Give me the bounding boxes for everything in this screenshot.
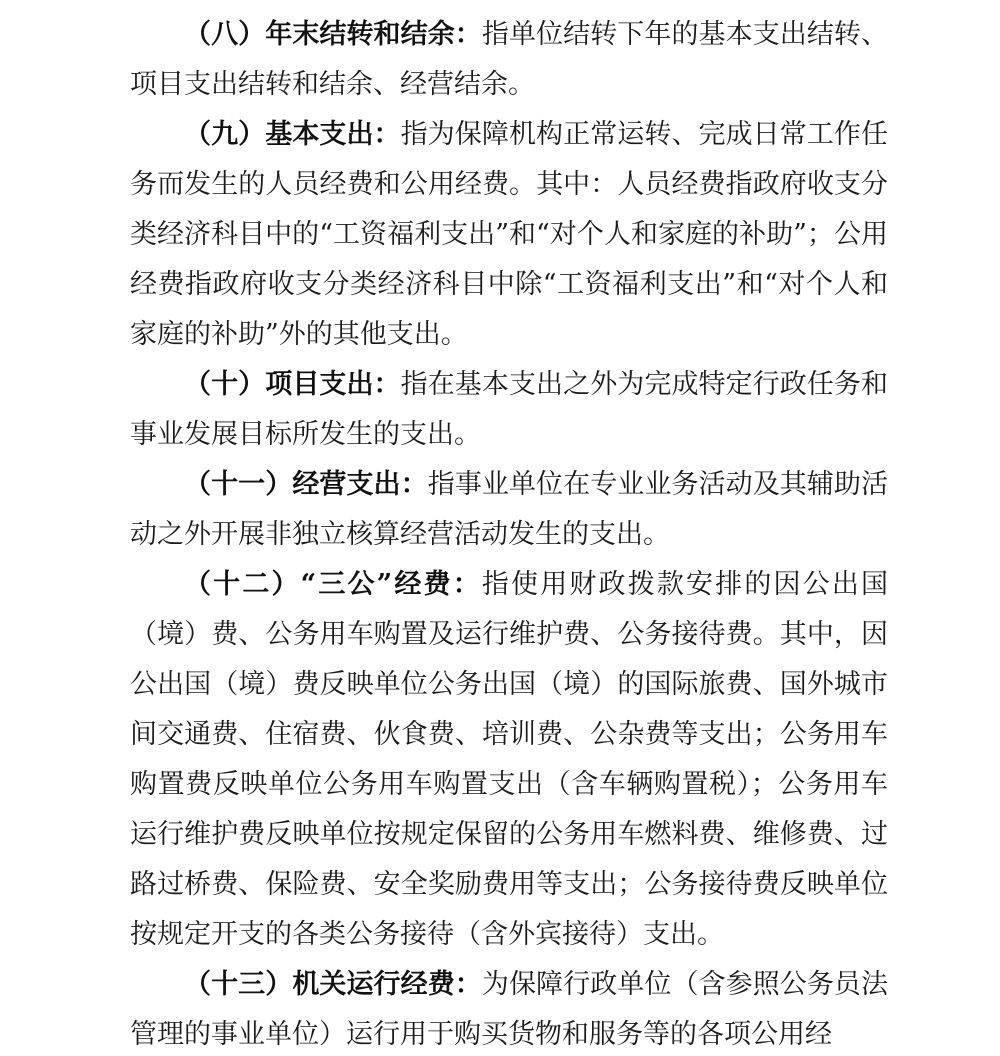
paragraph-heading: （十三）机关运行经费：	[184, 969, 482, 1000]
paragraph-three-public-funds	[130, 560, 888, 960]
paragraph-heading: （八）年末结转和结余：	[184, 19, 482, 50]
paragraph-heading: （十一）经营支出：	[184, 469, 428, 500]
paragraph-operating-expenditure	[130, 460, 888, 560]
paragraph-body: 为保障行政单位（含参照公务员法管理的事业单位）运行用于购买货物和服务等的各项公用经	[130, 969, 889, 1050]
paragraph-basic-expenditure	[130, 110, 888, 360]
paragraph-body: 指单位结转下年的基本支出结转、项目支出结转和结余、经营结余。	[130, 19, 889, 100]
paragraph-heading: （十）项目支出：	[184, 369, 401, 400]
paragraph-heading: （十二）“三公”经费：	[184, 569, 482, 600]
paragraph-body: 指在基本支出之外为完成特定行政任务和事业发展目标所发生的支出。	[130, 369, 888, 450]
paragraph-body: 指为保障机构正常运转、完成日常工作任务而发生的人员经费和公用经费。其中：人员经费指政府收支分类经济科目中的“工资福利支出”和“对个人和家庭的补助”；公用经费指政府收支分类经济科目中除“工资福利支出”和“对个人和家庭的补助”外的其他支出。	[130, 119, 888, 350]
paragraph-agency-operating-funds	[130, 960, 888, 1056]
paragraph-body: 指使用财政拨款安排的因公出国（境）费、公务用车购置及运行维护费、公务接待费。其中，因公出国（境）费反映单位公务出国（境）的国际旅费、国外城市间交通费、住宿费、伙食费、培训费、公杂费等支出；公务用车购置费反映单位公务用车购置支出（含车辆购置税）；公务用车运行维护费反映单位按规定保留的公务用车燃料费、维修费、过路过桥费、保险费、安全奖励费用等支出；公务接待费反映单位按规定开支的各类公务接待（含外宾接待）支出。	[130, 569, 889, 950]
paragraph-project-expenditure	[130, 360, 888, 460]
paragraph-year-end-carryover	[130, 10, 888, 110]
paragraph-body: 指事业单位在专业业务活动及其辅助活动之外开展非独立核算经营活动发生的支出。	[130, 469, 889, 550]
paragraph-heading: （九）基本支出：	[184, 119, 401, 150]
